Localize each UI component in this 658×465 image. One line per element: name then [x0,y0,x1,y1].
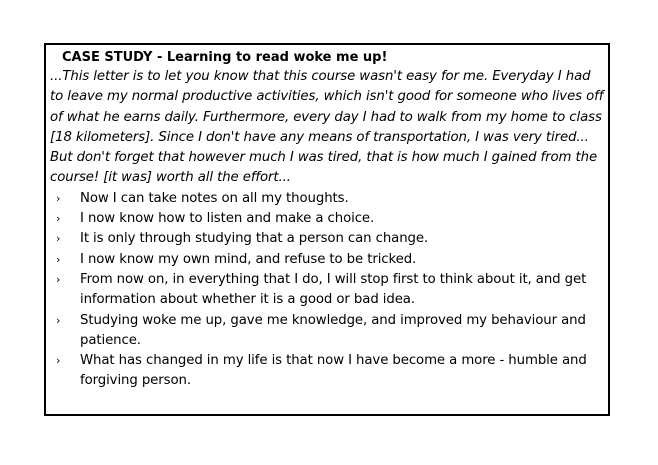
bullet-text: From now on, in everything that I do, I will stop first to think about it, and get information about whether it is a good or bad idea. [80,271,587,308]
case-study-quote: ...This letter is to let you know that this course wasn't easy for me. Everyday I had to leave my normal productive activities, which isn't good for someone who lives off of what he earns daily. Furthermore, every day I had to walk from my home to class [18 kilometers]. Since I don't have any means of transportation, I was very tired... But don't forget that however much I was tired, that is how much I gained from the course! [it was] worth all the effort... [50,69,604,186]
bullet-item [50,250,606,270]
case-study-bullet-list [50,189,606,392]
arrow-bullet-icon: › [56,191,61,205]
bullet-text: Now I can take notes on all my thoughts. [80,190,349,206]
bullet-item [50,270,606,311]
arrow-bullet-icon: › [56,252,61,266]
bullet-text: I now know how to listen and make a choice. [80,211,375,227]
bullet-item [50,189,606,209]
arrow-bullet-icon: › [56,354,61,368]
bullet-text: What has changed in my life is that now I have become a more - humble and forgiving person. [80,353,587,389]
bullet-text: It is only through studying that a person can change. [80,231,429,247]
bullet-item [50,229,606,249]
arrow-bullet-icon: › [56,232,61,246]
arrow-bullet-icon: › [56,272,61,286]
case-study-title: CASE STUDY - Learning to read woke me up! [62,50,388,65]
case-study-content [50,49,606,392]
arrow-bullet-icon: › [56,313,61,327]
bullet-item [50,311,606,352]
arrow-bullet-icon: › [56,212,61,226]
bullet-item [50,351,606,392]
case-study-box [44,43,610,416]
bullet-text: Studying woke me up, gave me knowledge, and improved my behaviour and patience. [80,312,586,348]
bullet-item [50,209,606,229]
bullet-text: I now know my own mind, and refuse to be tricked. [80,251,417,267]
